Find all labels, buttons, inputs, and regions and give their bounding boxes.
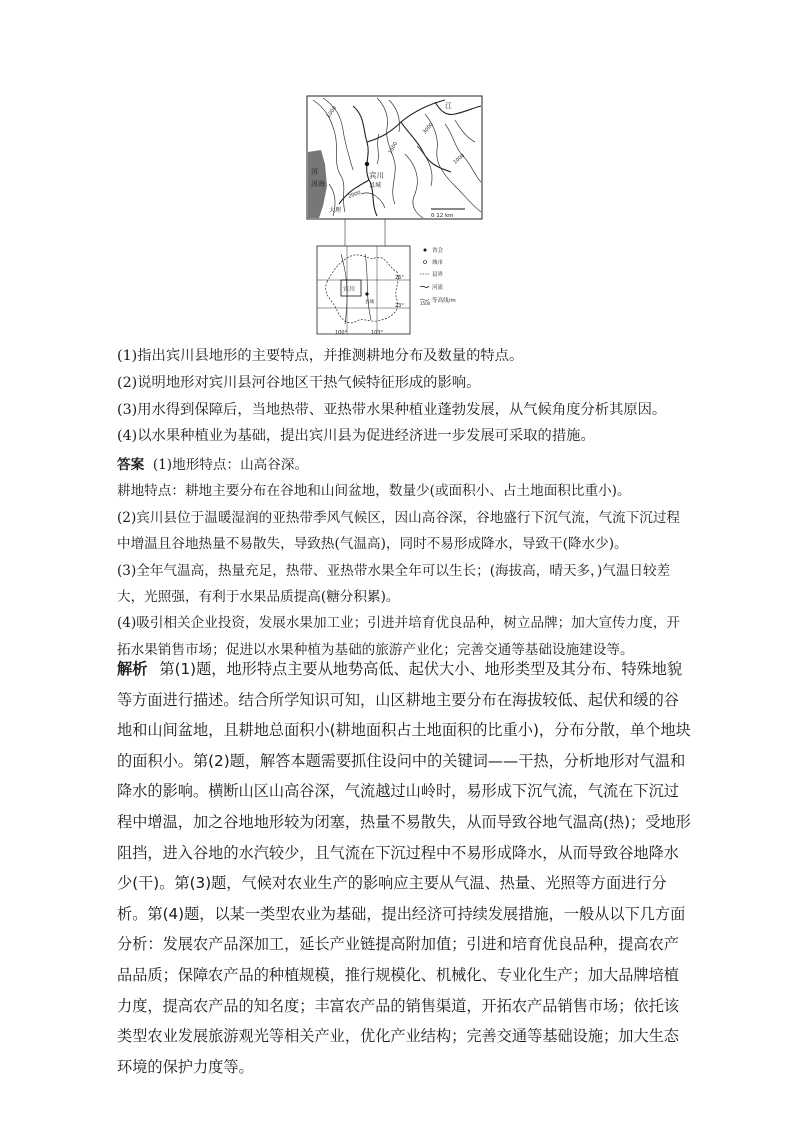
legend (420, 246, 456, 306)
analysis-block (117, 654, 691, 1082)
answer-line-4: (4)吸引相关企业投资，发展水果加工业；引进并培育优良品种，树立品牌；加大宣传力度，开拓水果销售市场；促进以水果种植为基础的旅游产业化；完善交通等基础设施建设等。 (117, 615, 681, 658)
answer-line-1: 耕地特点：耕地主要分布在谷地和山间盆地，数量少(或面积小、占土地面积比重小)。 (117, 483, 631, 500)
provincial-capital-marker (365, 292, 368, 295)
legend-river-symbol (420, 286, 429, 287)
legend-city-symbol (424, 261, 427, 264)
town-label: 大理 (329, 207, 342, 214)
legend-capital-symbol (424, 249, 427, 252)
inset-county-label: 宾川 (343, 286, 356, 293)
county-seat-marker (365, 162, 369, 166)
contour-label-3000: 3000 (421, 121, 435, 136)
question-3: (3)用水得到保障后，当地热带、亚热带水果种植业蓬勃发展，从气候角度分析其原因。 (117, 401, 667, 418)
lon-label-100: 100° (335, 330, 348, 336)
legend-item-capital: 省会 (432, 248, 444, 254)
question-1: (1)指出宾川县地形的主要特点，并推测耕地分布及数量的特点。 (117, 348, 524, 364)
legend-contour-sample: 1500 (420, 301, 431, 306)
analysis-text: 第(1)题，地形特点主要从地势高低、起伏大小、地形类型及其分布、特殊地貌等方面进行描述。结合所学知识可知，山区耕地主要分布在海拔较低、起伏和缓的谷地和山间盆地，且耕地总面积小(耕地面积占土地面积的比重小)，分布分散，单个地块的面积小。第(2)题，解答本题需要抓住设问中的关键词——干热，分析地形对气温和降水的影响。横断山区山高谷深，气流越过山岭时，易形成下沉气流，气流在下沉过程中增温，加之谷地地形较为闭塞，热量不易散失，从而导致谷地气温高(热)；受地形阻挡，进入谷地的水汽较少，且气流在下沉过程中不易形成降水，从而导致谷地降水少(干)。第(3)题，气候对农业生产的影响应主要从气温、热量、光照等方面进行分析。第(4)题，以某一类型农业为基础，提出经济可持续发展措施，一般从以下几方面分析：发展农产品深加工，延长产业链提高附加值；引进和培育优良品种，提高农产品品质；保障农产品的种植规模，推行规模化、机械化、专业化生产；加大品牌培植力度，提高农产品的知名度；丰富农产品的销售渠道，开拓农产品销售市场；依托该类型农业发展旅游观光等相关产业，优化产业结构；完善交通等基础设施；加大生态环境的保护力度等。 (117, 660, 691, 1076)
answer-label: 答案 (117, 457, 145, 473)
answer-block (117, 452, 691, 663)
answer-line-2: (2)宾川县位于温暖湿润的亚热带季风气候区，因山高谷深，谷地盛行下沉气流，气流下沉过程中增温且谷地热量不易散失，导致热(气温高)，同时不易形成降水，导致干(降水少)。 (117, 509, 681, 553)
lat-label-23: 23° (395, 303, 404, 309)
analysis-label: 解析 (117, 660, 148, 678)
legend-item-river: 河流 (432, 285, 444, 291)
topographic-map-figure (305, 94, 490, 340)
inset-city-label: 县城 (365, 300, 374, 305)
contour-label-2000: 2000 (347, 189, 362, 200)
contour-label-1000a: 1000 (325, 105, 338, 120)
question-2: (2)说明地形对宾川县河谷地区干热气候特征形成的影响。 (117, 374, 481, 391)
legend-item-contour: 等高线/m (432, 298, 456, 304)
scale-label: 0 12 km (431, 213, 454, 219)
county-label: 宾川 (369, 171, 384, 180)
lake-label-2: 洱海 (311, 180, 325, 188)
contour-label-1000b: 1000 (452, 152, 467, 166)
river-label: 江 (445, 102, 452, 110)
answer-line-3: (3)全年气温高，热量充足，热带、亚热带水果全年可以生长；(海拔高，晴天多，)气温日较差大，光照强，有利于水果品质提高(糖分积累)。 (117, 562, 671, 606)
legend-item-boundary: 县界 (432, 272, 444, 278)
map-svg (305, 94, 490, 340)
lat-label-26: 26° (395, 275, 404, 281)
answer-first-line: (1)地形特点：山高谷深。 (152, 457, 309, 473)
lake-label: 洱 (311, 168, 318, 176)
county-seat-label: 县城 (369, 182, 382, 189)
question-4: (4)以水果种植业为基础，提出宾川县为促进经济进一步发展可采取的措施。 (117, 428, 595, 445)
questions-block (117, 343, 691, 450)
contour-label-1500: 1500 (387, 140, 400, 155)
lon-label-103: 103° (371, 330, 384, 336)
legend-item-city: 城市 (432, 260, 444, 266)
